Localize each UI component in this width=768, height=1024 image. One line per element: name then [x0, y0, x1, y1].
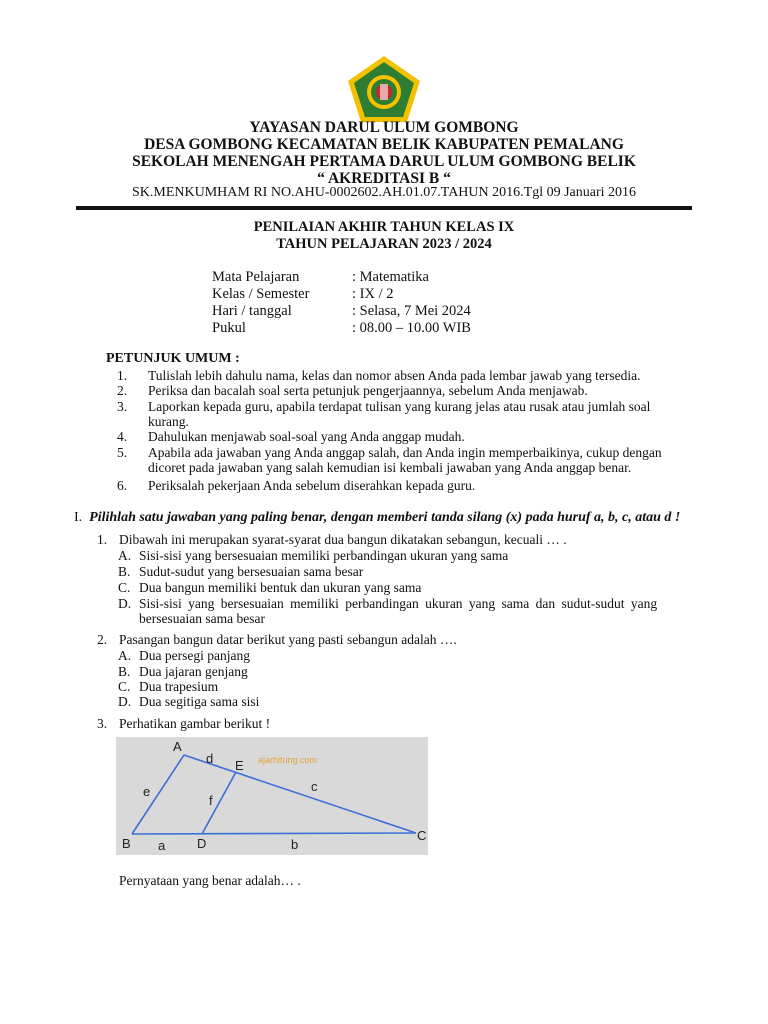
figure-watermark: ajarhitung.com: [258, 755, 318, 765]
option-text-continuation: bersesuaian sama besar: [139, 611, 265, 626]
info-value: : 08.00 – 10.00 WIB: [352, 320, 471, 336]
side-label-d: d: [206, 751, 214, 766]
side-AB: [132, 755, 184, 834]
option-letter: A.: [118, 648, 132, 663]
side-label-f: f: [209, 793, 213, 808]
accreditation: “ AKREDITASI B “: [317, 170, 451, 187]
point-label-e: E: [235, 758, 244, 773]
option-letter: B.: [118, 664, 131, 679]
option-text: Dua bangun memiliki bentuk dan ukuran yang sama: [139, 580, 422, 595]
section-instruction: Pilihlah satu jawaban yang paling benar, dengan memberi tanda silang (x) pada huruf a, b, c, atau d !: [89, 510, 681, 525]
side-label-c: c: [311, 779, 318, 794]
side-AC: [184, 755, 416, 833]
instructions-title: PETUNJUK UMUM :: [106, 351, 240, 366]
list-item-continuation: dicoret pada jawaban yang salah kemudian isi kembali jawaban yang Anda anggap benar.: [148, 460, 632, 475]
info-value: : IX / 2: [352, 286, 394, 302]
exam-title: PENILAIAN AKHIR TAHUN KELAS IX: [253, 219, 515, 235]
side-BC: [132, 833, 416, 834]
option-text: Sisi-sisi yang bersesuaian memiliki perbandingan ukuran yang sama dan sudut-sudut yang: [139, 596, 658, 611]
school-year: TAHUN PELAJARAN 2023 / 2024: [276, 236, 492, 252]
option-letter: C.: [118, 580, 131, 595]
question-number: 1.: [97, 532, 108, 547]
info-value: : Selasa, 7 Mei 2024: [352, 303, 471, 319]
option-letter: A.: [118, 548, 132, 563]
segment-DE: [202, 772, 236, 834]
section-number: I.: [74, 510, 83, 525]
info-key: Hari / tanggal: [212, 303, 292, 319]
point-label-c: C: [417, 828, 427, 843]
foundation-name: YAYASAN DARUL ULUM GOMBONG: [249, 119, 519, 136]
list-number: 2.: [117, 383, 128, 398]
question-number: 3.: [97, 716, 108, 731]
question-text: Dibawah ini merupakan syarat-syarat dua bangun dikatakan sebangun, kecuali … .: [119, 532, 567, 547]
list-number: 6.: [117, 478, 128, 493]
list-number: 1.: [117, 368, 128, 383]
question-number: 2.: [97, 632, 108, 647]
list-item-continuation: kurang.: [148, 414, 189, 429]
triangle-diagram: [116, 737, 428, 855]
option-text: Sisi-sisi yang bersesuaian memiliki perbandingan ukuran yang sama: [139, 548, 509, 563]
list-number: 4.: [117, 429, 128, 444]
list-item: Dahulukan menjawab soal-soal yang Anda anggap mudah.: [148, 429, 465, 444]
info-value: : Matematika: [352, 269, 429, 285]
question-text: Pasangan bangun datar berikut yang pasti sebangun adalah ….: [119, 632, 457, 647]
address-line: DESA GOMBONG KECAMATAN BELIK KABUPATEN PEMALANG: [144, 136, 624, 153]
list-item: Apabila ada jawaban yang Anda anggap salah, dan Anda ingin memperbaikinya, cukup dengan: [148, 445, 662, 460]
sk-number: SK.MENKUMHAM RI NO.AHU-0002602.AH.01.07.TAHUN 2016.Tgl 09 Januari 2016: [131, 185, 637, 200]
point-label-b: B: [122, 836, 131, 851]
question-prompt: Pernyataan yang benar adalah… .: [119, 873, 301, 888]
list-number: 5.: [117, 445, 128, 460]
point-label-d: D: [197, 836, 207, 851]
list-item: Periksa dan bacalah soal serta petunjuk pengerjaannya, sebelum Anda menjawab.: [148, 383, 588, 398]
option-text: Dua segitiga sama sisi: [139, 694, 260, 709]
point-label-a: A: [173, 739, 182, 754]
school-logo: [346, 54, 422, 124]
option-text: Sudut-sudut yang bersesuaian sama besar: [139, 564, 364, 579]
option-text: Dua trapesium: [139, 679, 219, 694]
option-letter: D.: [118, 596, 132, 611]
option-letter: C.: [118, 679, 131, 694]
info-key: Pukul: [212, 320, 246, 336]
list-item: Tulislah lebih dahulu nama, kelas dan nomor absen Anda pada lembar jawab yang tersedia.: [148, 368, 641, 383]
option-text: Dua persegi panjang: [139, 648, 250, 663]
list-item: Periksalah pekerjaan Anda sebelum diserahkan kepada guru.: [148, 478, 476, 493]
option-text: Dua jajaran genjang: [139, 664, 248, 679]
info-key: Mata Pelajaran: [212, 269, 300, 285]
option-letter: D.: [118, 694, 132, 709]
side-label-b: b: [291, 837, 299, 852]
section-heading: [74, 510, 680, 526]
triangle-figure: [116, 737, 428, 855]
list-number: 3.: [117, 399, 128, 414]
side-label-e: e: [143, 784, 151, 799]
header-divider: [76, 206, 692, 210]
school-name: SEKOLAH MENENGAH PERTAMA DARUL ULUM GOMBONG BELIK: [132, 153, 636, 170]
question-text: Perhatikan gambar berikut !: [119, 716, 271, 731]
list-item: Laporkan kepada guru, apabila terdapat tulisan yang kurang jelas atau rusak atau jumlah soal: [148, 399, 651, 414]
info-key: Kelas / Semester: [212, 286, 310, 302]
option-letter: B.: [118, 564, 131, 579]
side-label-a: a: [158, 838, 166, 853]
